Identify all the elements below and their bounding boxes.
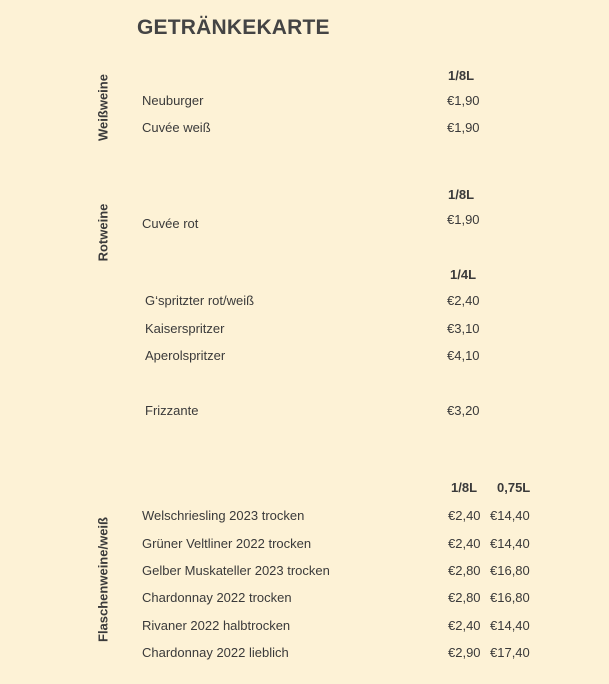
column-header-1-4l: 1/4L [450, 267, 477, 282]
menu-item-price: €1,90 [447, 120, 480, 135]
section-label-weissweine: Weißweine [95, 74, 111, 141]
menu-item-price: €3,10 [447, 321, 480, 336]
menu-item-price: €3,20 [447, 403, 480, 418]
page-title: GETRÄNKEKARTE [137, 16, 330, 39]
menu-item-price-large: €16,80 [490, 563, 530, 578]
menu-item-price-small: €2,40 [448, 508, 481, 523]
column-header-0-75l: 0,75L [497, 480, 531, 495]
menu-item-name: Kaiserspritzer [145, 321, 225, 336]
menu-item-name: Rivaner 2022 halbtrocken [142, 618, 291, 633]
column-header-1-8l: 1/8L [448, 187, 475, 202]
menu-item-name: Frizzante [145, 403, 199, 418]
section-label-rotweine: Rotweine [95, 203, 111, 262]
menu-item-price-large: €14,40 [490, 618, 530, 633]
menu-item-price-small: €2,40 [448, 618, 481, 633]
column-header-1-8l: 1/8L [451, 480, 478, 495]
menu-item-price: €4,10 [447, 348, 480, 363]
menu-item-name: Welschriesling 2023 trocken [142, 508, 305, 523]
menu-item-name: Chardonnay 2022 lieblich [142, 645, 289, 660]
menu-item-price: €2,40 [447, 293, 480, 308]
menu-item-price: €1,90 [447, 212, 480, 227]
menu-item-name: Chardonnay 2022 trocken [142, 590, 292, 605]
menu-item-price-large: €17,40 [490, 645, 530, 660]
column-header-1-8l: 1/8L [448, 68, 475, 83]
menu-item-price: €1,90 [447, 93, 480, 108]
menu-item-price-small: €2,80 [448, 563, 481, 578]
menu-item-name: Aperolspritzer [145, 348, 226, 363]
menu-item-price-small: €2,90 [448, 645, 481, 660]
menu-item-name: Neuburger [142, 93, 204, 108]
menu-item-price-large: €14,40 [490, 508, 530, 523]
menu-item-name: Grüner Veltliner 2022 trocken [142, 536, 312, 551]
menu-item-price-small: €2,80 [448, 590, 481, 605]
menu-item-name: Cuvée rot [142, 216, 199, 231]
menu-item-name: Cuvée weiß [142, 120, 211, 135]
menu-item-price-small: €2,40 [448, 536, 481, 551]
menu-item-name: G‘spritzter rot/weiß [145, 293, 255, 308]
menu-item-price-large: €14,40 [490, 536, 530, 551]
menu-item-price-large: €16,80 [490, 590, 530, 605]
section-label-flaschenweine: Flaschenweine/weiß [95, 517, 111, 642]
menu-item-name: Gelber Muskateller 2023 trocken [142, 563, 330, 578]
